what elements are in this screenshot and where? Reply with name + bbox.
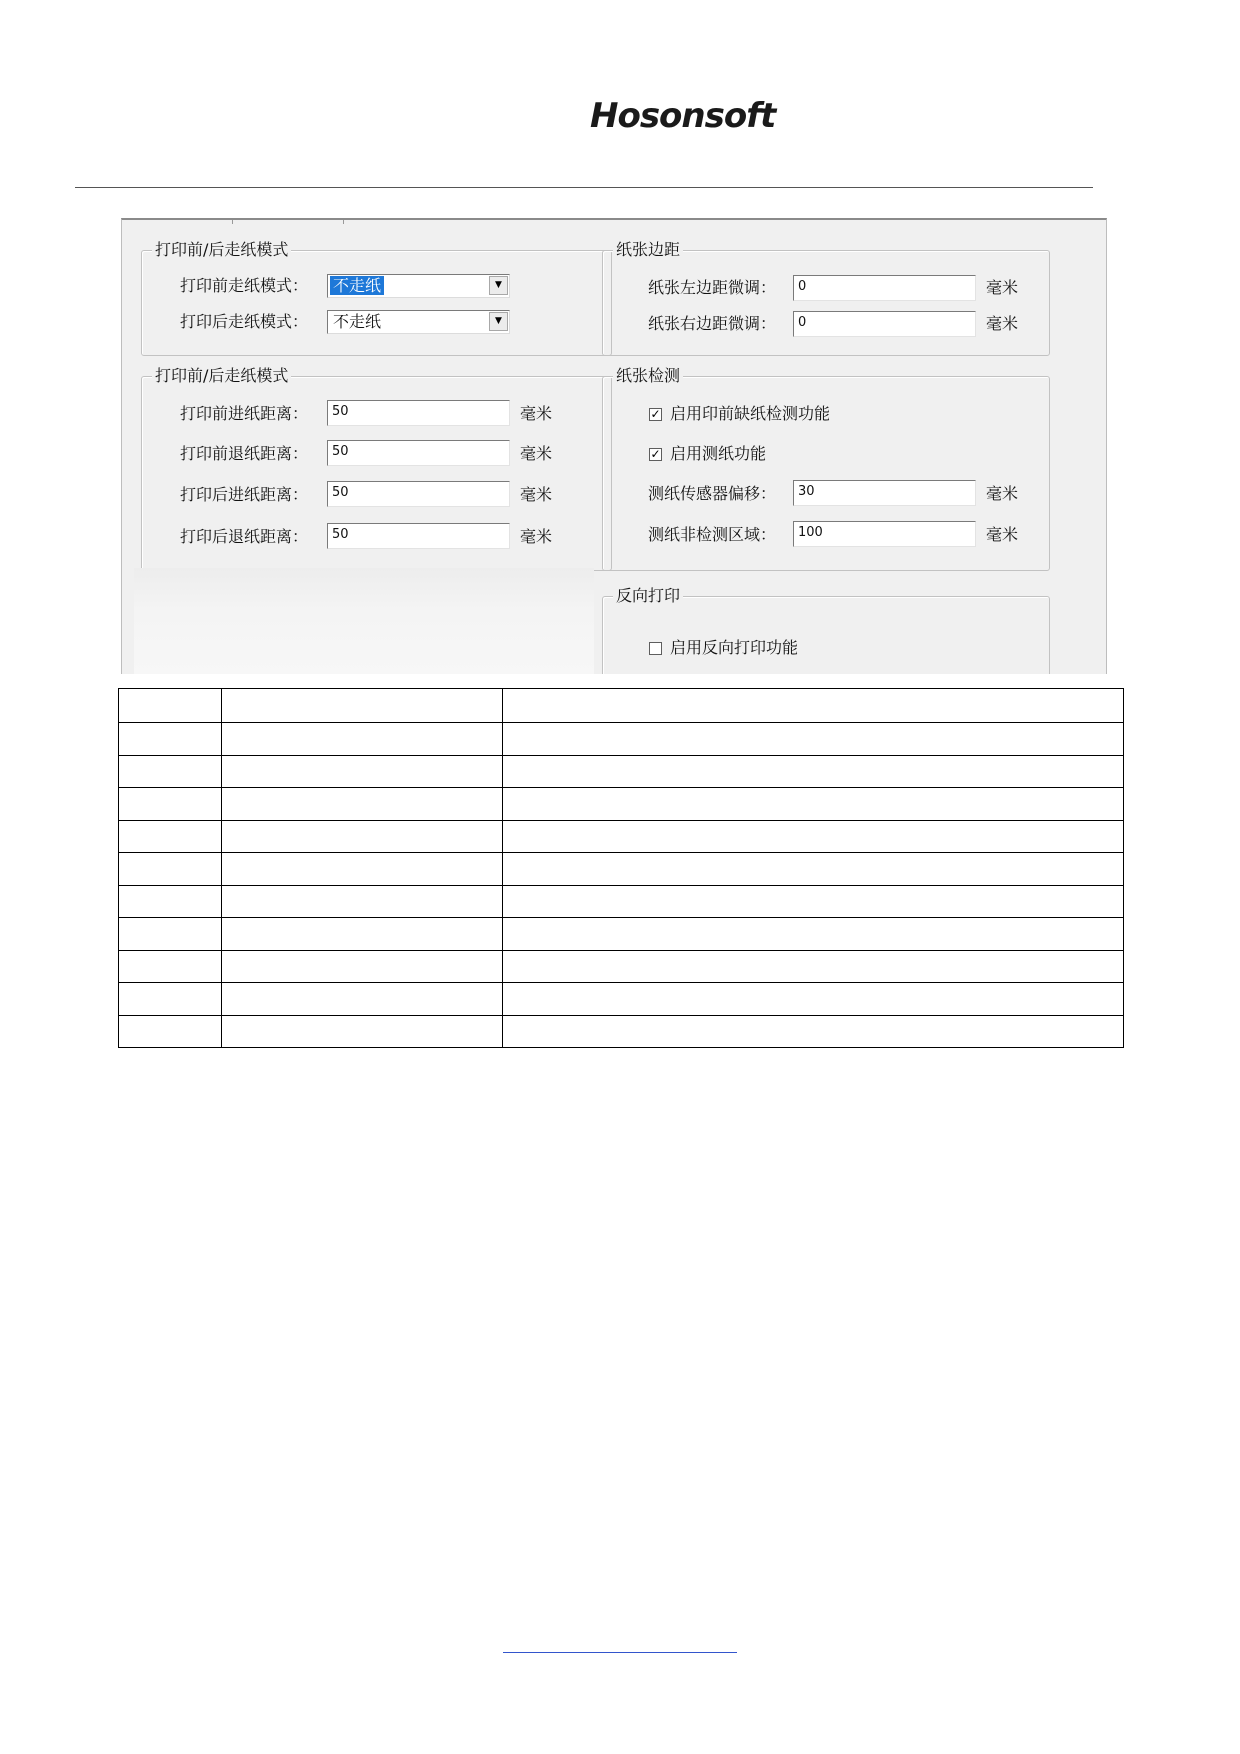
chevron-down-icon[interactable]: ▼ <box>489 276 508 295</box>
post-feed-back-unit: 毫米 <box>520 527 553 546</box>
group-feed-distance-title: 打印前/后走纸模式 <box>152 366 291 386</box>
table-cell <box>222 723 503 756</box>
pre-feed-back-label: 打印前退纸距离： <box>180 444 309 463</box>
reverse-print-checkbox[interactable] <box>649 638 798 658</box>
pre-print-detect-checkbox[interactable] <box>649 404 830 424</box>
post-feed-mode-value: 不走纸 <box>333 312 382 331</box>
post-feed-back-label: 打印后退纸距离： <box>180 527 309 546</box>
table-cell <box>222 885 503 918</box>
empty-table <box>118 688 1124 1048</box>
non-detect-area-unit: 毫米 <box>986 525 1019 544</box>
header-rule <box>75 187 1093 188</box>
table-row <box>119 788 1124 821</box>
table-cell <box>222 755 503 788</box>
checkbox-checked-icon[interactable]: ✓ <box>650 406 661 421</box>
table-cell <box>119 853 222 886</box>
table-cell <box>222 1015 503 1048</box>
left-margin-input[interactable]: 0 <box>793 275 976 301</box>
table-cell <box>119 918 222 951</box>
table-cell <box>222 983 503 1016</box>
table-cell <box>503 788 1124 821</box>
pre-feed-mode-value: 不走纸 <box>330 276 384 295</box>
pre-feed-back-input[interactable]: 50 <box>327 440 510 466</box>
table-cell <box>222 918 503 951</box>
group-feed-mode <box>141 240 612 356</box>
table-row <box>119 950 1124 983</box>
table-cell <box>503 1015 1124 1048</box>
right-margin-input[interactable]: 0 <box>793 311 976 337</box>
group-margin <box>602 240 1050 356</box>
table-cell <box>503 950 1124 983</box>
left-margin-unit: 毫米 <box>986 278 1019 297</box>
group-feed-mode-title: 打印前/后走纸模式 <box>152 240 291 260</box>
table-cell <box>119 820 222 853</box>
table-row <box>119 885 1124 918</box>
table-cell <box>119 1015 222 1048</box>
table-row <box>119 820 1124 853</box>
table-cell <box>119 755 222 788</box>
post-feed-in-input[interactable]: 50 <box>327 481 510 507</box>
footer-link[interactable] <box>503 1652 737 1653</box>
table-cell <box>222 853 503 886</box>
post-feed-mode-label: 打印后走纸模式： <box>180 312 309 331</box>
chevron-down-icon[interactable]: ▼ <box>489 312 508 331</box>
right-margin-unit: 毫米 <box>986 314 1019 333</box>
group-margin-title: 纸张边距 <box>613 240 683 260</box>
sensor-offset-input[interactable]: 30 <box>793 480 976 506</box>
table-cell <box>119 723 222 756</box>
table-cell <box>119 983 222 1016</box>
checkbox-unchecked-icon[interactable] <box>649 642 662 655</box>
pre-feed-back-unit: 毫米 <box>520 444 553 463</box>
settings-dialog-screenshot <box>121 218 1107 674</box>
table-row <box>119 689 1124 723</box>
table-cell <box>222 820 503 853</box>
table-row <box>119 1015 1124 1048</box>
group-reverse-title: 反向打印 <box>613 586 683 606</box>
table-cell <box>503 918 1124 951</box>
table-cell <box>222 788 503 821</box>
post-feed-back-input[interactable]: 50 <box>327 523 510 549</box>
table-row <box>119 723 1124 756</box>
table-cell <box>503 885 1124 918</box>
group-detect-title: 纸张检测 <box>613 366 683 386</box>
table-cell <box>503 820 1124 853</box>
table-cell <box>503 723 1124 756</box>
table-cell <box>503 853 1124 886</box>
table-row <box>119 853 1124 886</box>
table-cell <box>119 950 222 983</box>
blurred-region <box>134 568 594 674</box>
pre-feed-in-unit: 毫米 <box>520 404 553 423</box>
pre-feed-in-input[interactable]: 50 <box>327 400 510 426</box>
pre-feed-in-label: 打印前进纸距离： <box>180 404 309 423</box>
table-cell <box>503 755 1124 788</box>
pre-print-detect-label: 启用印前缺纸检测功能 <box>670 404 831 423</box>
sensor-offset-label: 测纸传感器偏移： <box>648 484 777 503</box>
table-row <box>119 918 1124 951</box>
group-reverse <box>602 586 1050 674</box>
left-margin-label: 纸张左边距微调： <box>648 278 777 297</box>
non-detect-area-label: 测纸非检测区域： <box>648 525 777 544</box>
table-cell <box>119 788 222 821</box>
reverse-print-label: 启用反向打印功能 <box>670 638 799 657</box>
table-cell <box>503 689 1124 723</box>
table-cell <box>222 689 503 723</box>
pre-feed-mode-select[interactable] <box>327 274 510 298</box>
post-feed-mode-select[interactable] <box>327 310 510 334</box>
paper-measure-checkbox[interactable] <box>649 444 766 464</box>
logo: Hosonsoft <box>590 96 776 136</box>
sensor-offset-unit: 毫米 <box>986 484 1019 503</box>
post-feed-in-label: 打印后进纸距离： <box>180 485 309 504</box>
table-row <box>119 755 1124 788</box>
non-detect-area-input[interactable]: 100 <box>793 521 976 547</box>
right-margin-label: 纸张右边距微调： <box>648 314 777 333</box>
table-cell <box>119 689 222 723</box>
pre-feed-mode-label: 打印前走纸模式： <box>180 276 309 295</box>
dialog-tab[interactable] <box>232 218 344 224</box>
post-feed-in-unit: 毫米 <box>520 485 553 504</box>
table-cell <box>503 983 1124 1016</box>
checkbox-checked-icon[interactable]: ✓ <box>650 446 661 461</box>
table-row <box>119 983 1124 1016</box>
paper-measure-label: 启用测纸功能 <box>670 444 767 463</box>
table-cell <box>222 950 503 983</box>
table-cell <box>119 885 222 918</box>
